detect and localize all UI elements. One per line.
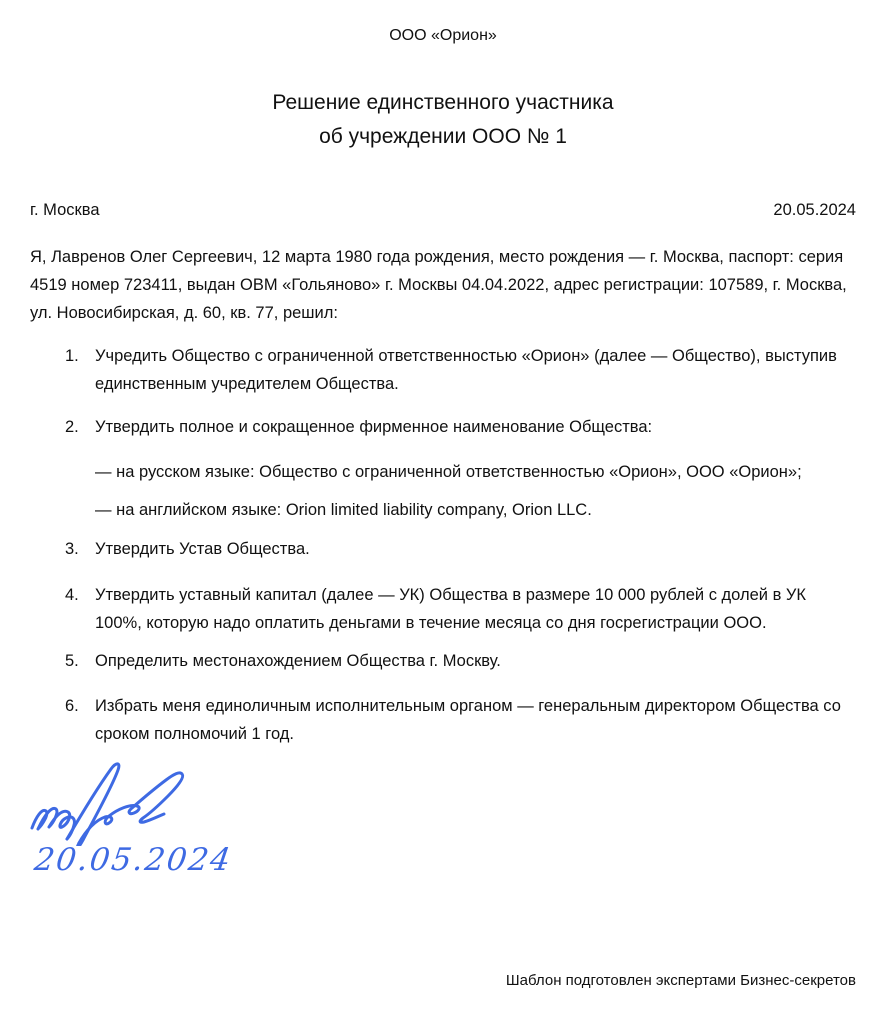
list-item-3 — [65, 535, 856, 563]
list-item-5 — [65, 647, 856, 675]
list-item-text: Определить местонахождением Общества г. Москву. — [95, 652, 501, 670]
handwritten-date-text: 20.05.2024 — [32, 842, 235, 878]
list-item-number: 3. — [65, 540, 79, 558]
footer-credit: Шаблон подготовлен экспертами Бизнес-секретов — [505, 972, 856, 989]
list-item-text: Учредить Общество с ограниченной ответственностью «Орион» (далее — Общество), выступив единственным учредителем Общества. — [95, 347, 837, 393]
meta-row — [30, 196, 856, 224]
document-title-line-2: об учреждении ООО № 1 — [319, 125, 567, 148]
list-item-4 — [65, 581, 856, 637]
list-item-text: Утвердить уставный капитал (далее — УК) Общества в размере 10 000 рублей с долей в УК 100%, которую надо оплатить деньгами в течение месяца со дня госрегистрации ООО. — [95, 586, 807, 632]
list-item-number: 6. — [65, 697, 79, 715]
list-item-number: 4. — [65, 586, 79, 604]
sub-item-english-name: — на английском языке: Orion limited liability company, Orion LLC. — [95, 501, 592, 519]
signature-scribble-image — [28, 756, 198, 846]
city-label: г. Москва — [30, 201, 100, 219]
signature-block — [28, 756, 856, 882]
handwritten-date-image — [28, 836, 258, 882]
list-item-6 — [65, 692, 856, 748]
list-item-text: Избрать меня единоличным исполнительным органом — генеральным директором Общества со сроком полномочий 1 год. — [95, 697, 841, 743]
date-label: 20.05.2024 — [773, 201, 856, 219]
list-item-number: 5. — [65, 652, 79, 670]
signature-stroke-flourish — [79, 773, 183, 843]
sub-item-russian-name: — на русском языке: Общество с ограниченной ответственностью «Орион», ООО «Орион»; — [95, 463, 802, 481]
document-title-line-1: Решение единственного участника — [272, 91, 614, 114]
list-item-2 — [65, 413, 856, 441]
list-item-1 — [65, 342, 856, 398]
list-item-text: Утвердить Устав Общества. — [95, 540, 310, 558]
list-item-number: 2. — [65, 418, 79, 436]
signature-stroke-ascender — [67, 764, 119, 846]
list-item-number: 1. — [65, 347, 79, 365]
list-item-text: Утвердить полное и сокращенное фирменное наименование Общества: — [95, 418, 653, 436]
company-name: ООО «Орион» — [389, 27, 497, 44]
document-title — [30, 86, 856, 154]
intro-paragraph: Я, Лавренов Олег Сергеевич, 12 марта 1980 года рождения, место рождения — г. Москва, паспорт: серия 4519 номер 723411, выдан ОВМ «Гольяново» г. Москвы 04.04.2022, адрес регистрации: 107589, г. Москва, ул. Новосибирская, д. 60, кв. 77, решил: — [30, 248, 847, 322]
